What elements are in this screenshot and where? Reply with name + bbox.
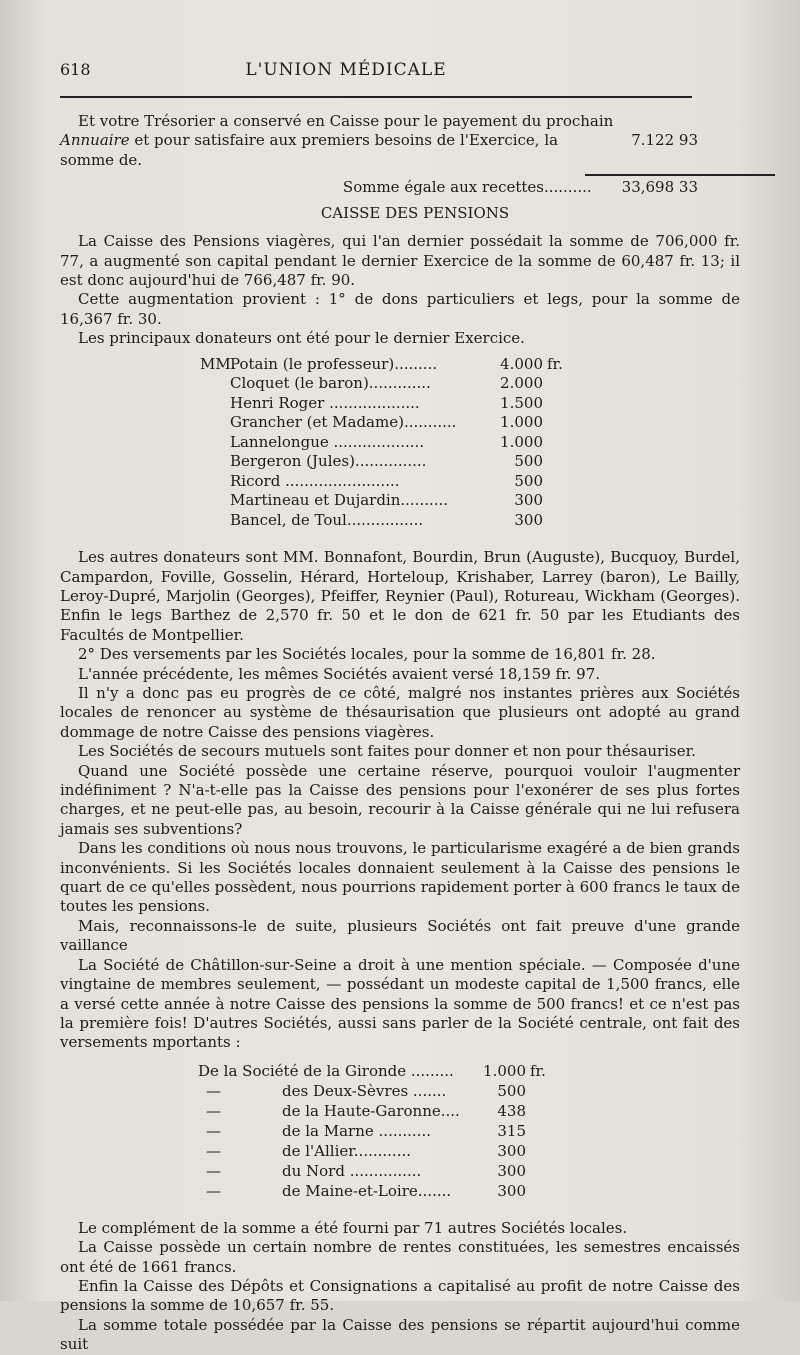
paragraph: Dans les conditions où nous nous trouvons, le particularisme exagéré a de bien grands inconvénients. Si les Sociétés locales donnaient seulement à la Caisse des pensions le quart de ce qu'elles possèdent, nous pourrions rapidement porter à 600 francs le taux de toutes les pensions. xyxy=(60,839,740,916)
list-item: MM. Potain (le professeur)......... 4.000 fr. xyxy=(200,354,563,373)
donors-list xyxy=(200,355,740,531)
paragraph: La Caisse possède un certain nombre de rentes constituées, les semestres encaissés ont été de 1661 francs. xyxy=(60,1238,740,1276)
tresorier-amount: 7.122 93 xyxy=(631,131,698,150)
somme-row xyxy=(60,178,770,196)
somme-amount: 33,698 33 xyxy=(621,178,698,197)
tresorier-line-1: Et votre Trésorier a conservé en Caisse pour le payement du prochain xyxy=(78,112,614,130)
paragraph: La Caisse des Pensions viagères, qui l'an dernier possédait la somme de 706,000 fr. 77, a augmenté son capital pendant le dernier Exercice de la somme de 60,487 fr. 13; il est donc aujourd'hui de 766,487 fr. 90. xyxy=(60,232,740,290)
paragraph: La Société de Châtillon-sur-Seine a droit à une mention spéciale. — Composée d'une vingtaine de membres seulement, — possédant un modeste capital de 1,500 francs, elle a versé cette année à notre Caisse des pensions la somme de 500 francs! et ce n'est pas la première fois! D'autres Sociétés, aussi sans parler de la Société centrale, ont fait des versements mportants : xyxy=(60,955,740,1052)
page-number: 618 xyxy=(60,60,91,79)
list-item: — de Maine-et-Loire....... 300 xyxy=(206,1181,526,1200)
tresorier-line-2-text: et pour satisfaire aux premiers besoins de l'Exercice, la somme de. xyxy=(60,131,559,169)
paragraph: Les principaux donateurs ont été pour le dernier Exercice. xyxy=(78,329,525,348)
list-item: — de l'Allier............ 300 xyxy=(206,1141,526,1160)
list-item: — de la Marne ........... 315 xyxy=(206,1121,526,1140)
paragraph: 2° Des versements par les Sociétés locales, pour la somme de 16,801 fr. 28. xyxy=(78,645,656,664)
list-item: Martineau et Dujardin.......... 300 xyxy=(230,491,543,510)
societies-list xyxy=(198,1061,740,1201)
section-title: CAISSE DES PENSIONS xyxy=(320,204,510,223)
paragraph: L'année précédente, les mêmes Sociétés avaient versé 18,159 fr. 97. xyxy=(78,664,601,683)
paragraph: Le complément de la somme a été fourni par 71 autres Sociétés locales. xyxy=(78,1218,628,1237)
somme-label: Somme égale aux recettes.......... xyxy=(342,178,592,197)
paragraph: Enfin la Caisse des Dépôts et Consignations a capitalisé au profit de notre Caisse des pensions la somme de 10,657 fr. 55. xyxy=(60,1276,740,1315)
paragraph: Les autres donateurs sont MM. Bonnafont, Bourdin, Brun (Auguste), Bucquoy, Burdel, Campardon, Foville, Gosselin, Hérard, Horteloup, Krishaber, Larrey (baron), Le Bailly, Leroy-Dupré, Marjolin (Georges), Pfeiffer, Reynier (Paul), Rotureau, Wickham (Georges). Enfin le legs Barthez de 2,570 fr. 50 et le don de 621 fr. 50 par les Etudiants des Facultés de Montpellier. xyxy=(60,548,740,644)
paragraph: Quand une Société possède une certaine réserve, pourquoi vouloir l'augmenter indéfiniment ? N'a-t-elle pas la Caisse des pensions pour l'exonérer de ses plus fortes charges, et ne peut-elle pas, au besoin, recourir à la Caisse générale qui ne lui refusera jamais ses subventions? xyxy=(60,761,740,838)
list-item: Lannelongue ................... 1.000 xyxy=(230,432,543,451)
annuaire-italic: Annuaire xyxy=(60,131,130,150)
list-item: Cloquet (le baron)............. 2.000 xyxy=(230,374,543,393)
list-item: Grancher (et Madame)........... 1.000 xyxy=(230,413,543,432)
list-item: Henri Roger ................... 1.500 xyxy=(230,393,543,412)
journal-title: L'UNION MÉDICALE xyxy=(245,60,447,80)
tresorier-line-2 xyxy=(60,131,770,170)
list-item: De la Société de la Gironde ......... 1.000 fr. xyxy=(198,1061,546,1080)
list-item: — de la Haute-Garonne.... 438 xyxy=(206,1101,526,1120)
paragraph: Il n'y a donc pas eu progrès de ce côté, malgré nos instantes prières aux Sociétés locales de renoncer au système de thésaurisation que plusieurs ont adopté au grand dommage de notre Caisse des pensions viagères. xyxy=(60,684,740,741)
list-item: — du Nord ............... 300 xyxy=(206,1161,526,1180)
list-item: Bancel, de Toul................ 300 xyxy=(230,510,543,529)
donors-prefix: MM. xyxy=(200,354,236,373)
sum-rule xyxy=(585,174,775,176)
list-item: Ricord ........................ 500 xyxy=(230,471,543,490)
paragraph: Mais, reconnaissons-le de suite, plusieurs Sociétés ont fait preuve d'une grande vaillance xyxy=(60,916,740,955)
running-header xyxy=(60,60,692,98)
paragraph: La somme totale possédée par la Caisse des pensions se répartit aujourd'hui comme suit xyxy=(60,1315,740,1354)
list-item: Bergeron (Jules)............... 500 xyxy=(230,452,543,471)
paragraph: Cette augmentation provient : 1° de dons particuliers et legs, pour la somme de 16,367 fr. 30. xyxy=(60,290,740,328)
list-item: — des Deux-Sèvres ....... 500 xyxy=(206,1081,526,1100)
paragraph: Les Sociétés de secours mutuels sont faites pour donner et non pour thésauriser. xyxy=(78,742,696,761)
